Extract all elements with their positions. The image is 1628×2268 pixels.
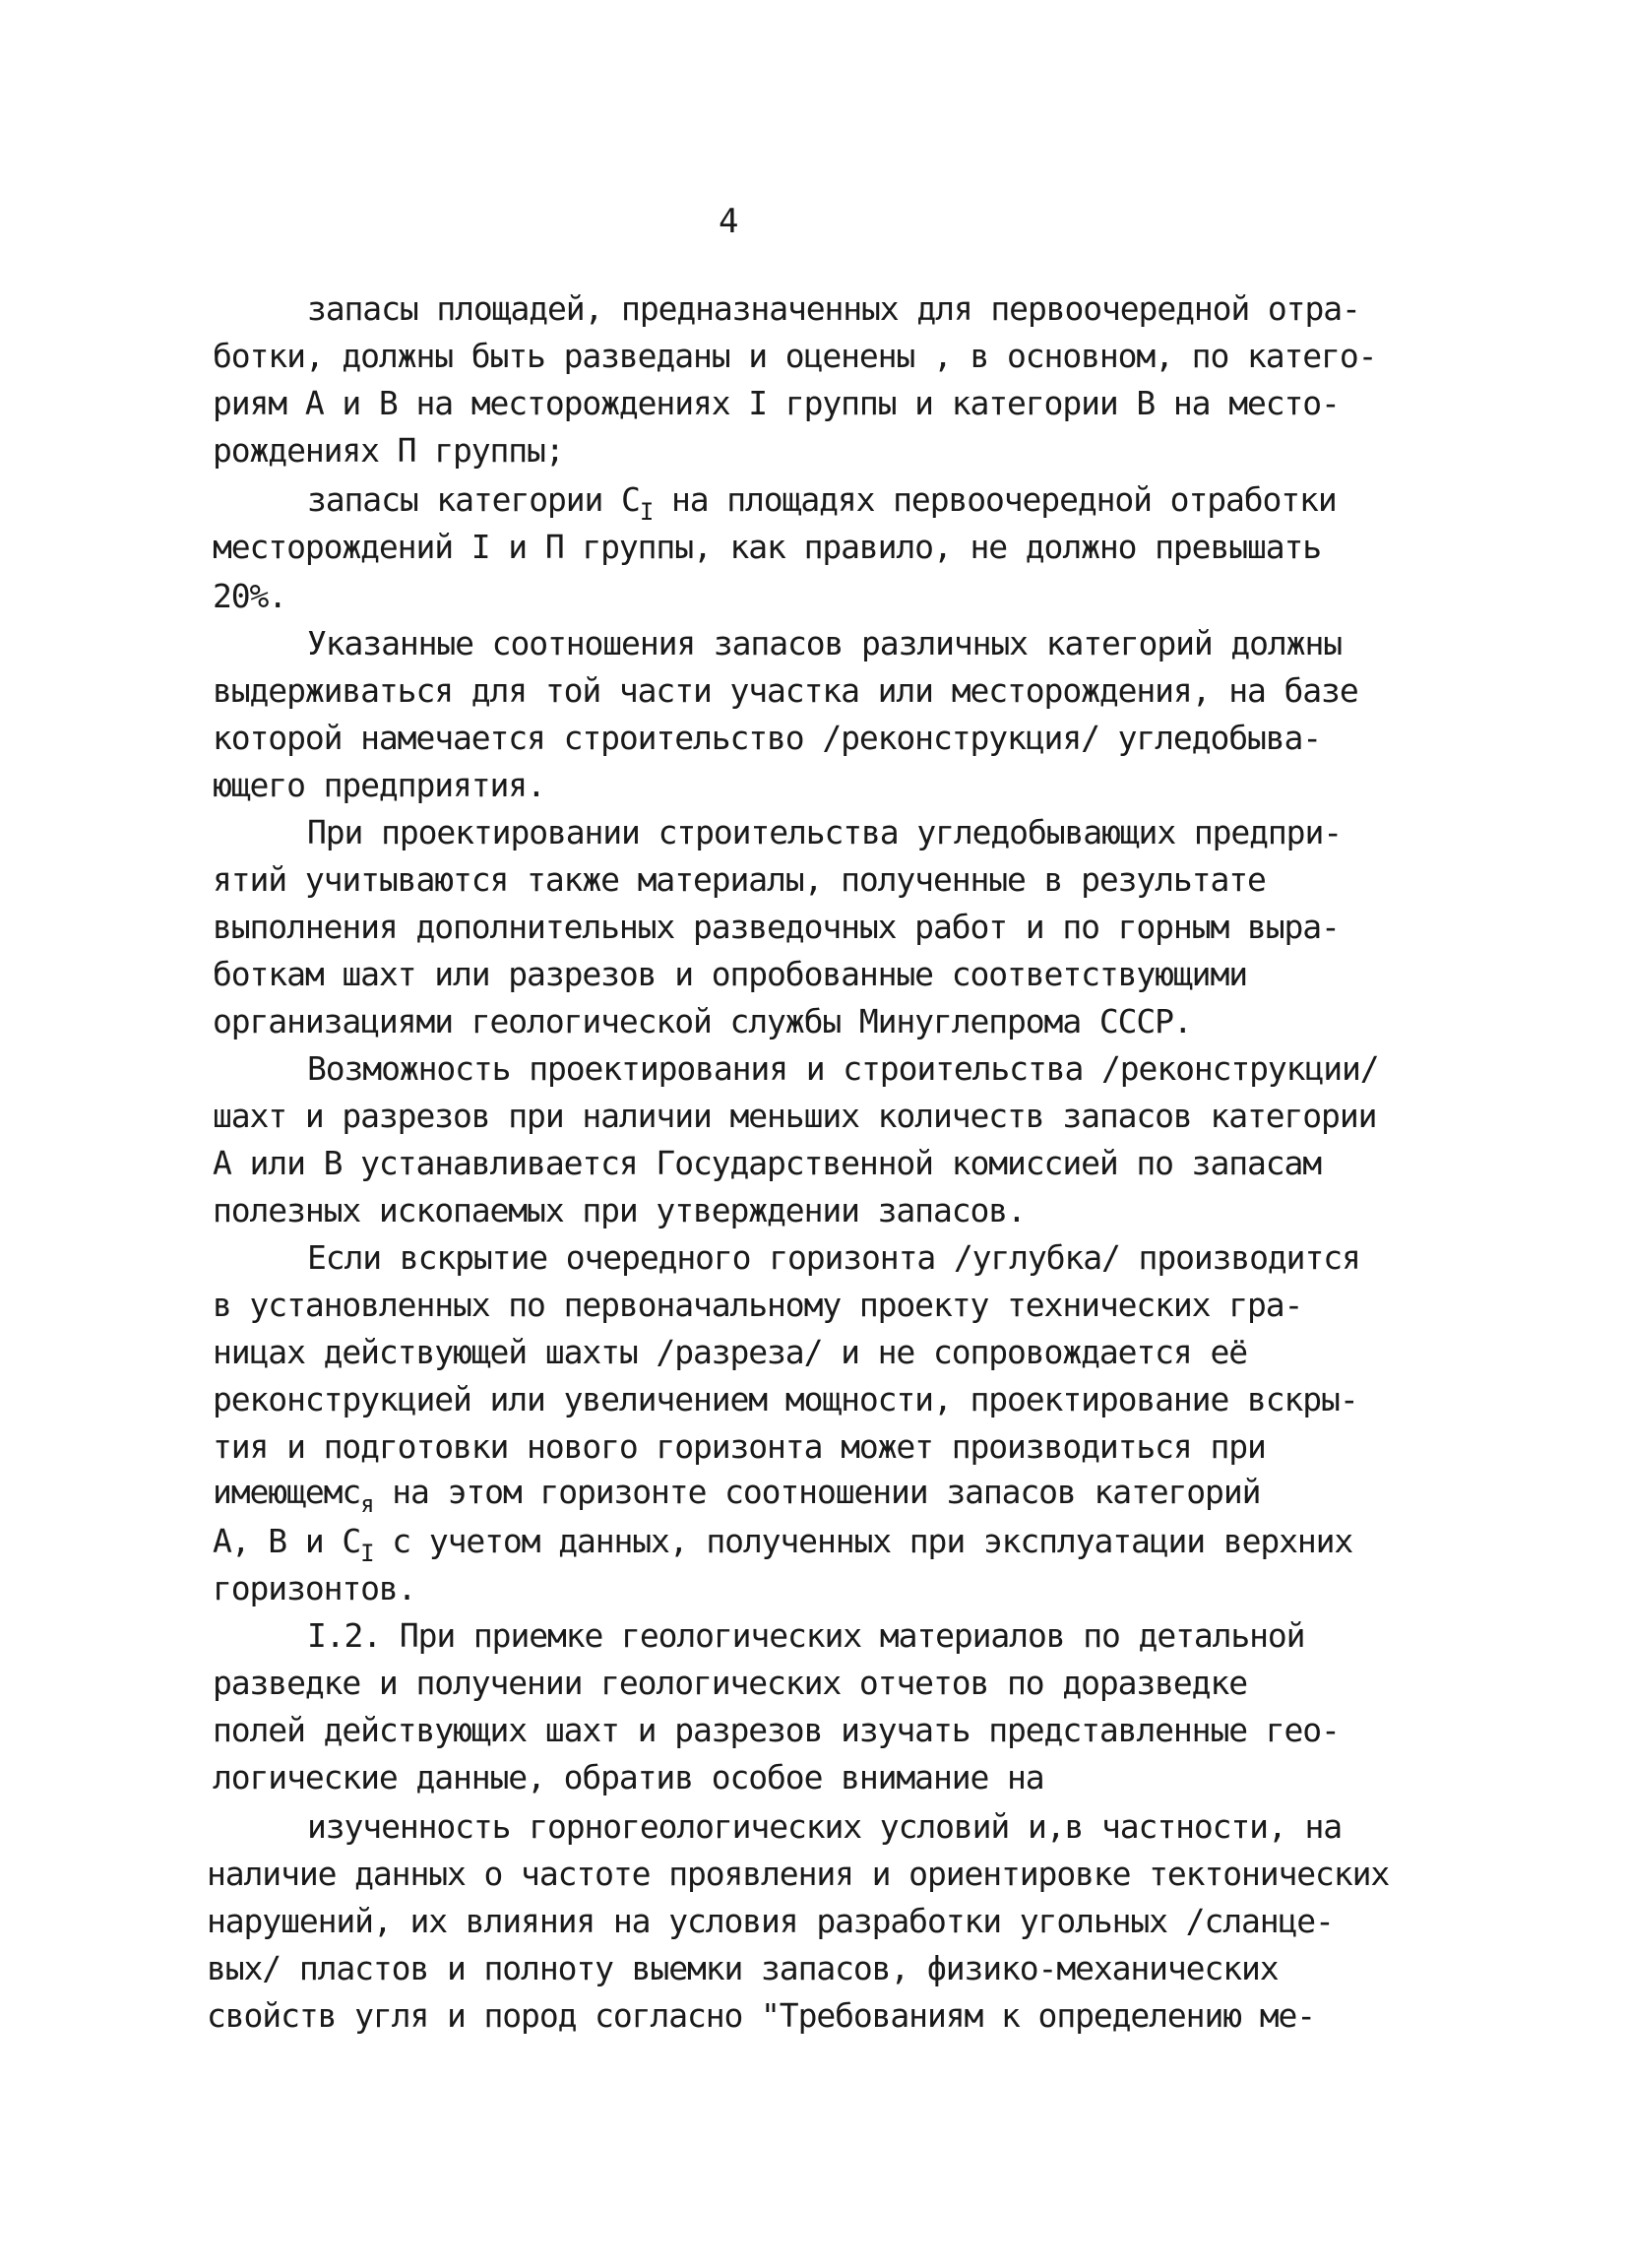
text-line: тия и подготовки нового горизонта может производиться при bbox=[213, 1427, 1266, 1466]
text-line: шахт и разрезов при наличии меньших количеств запасов категории bbox=[213, 1097, 1377, 1135]
text-line: в установленных по первоначальному проекту технических гра- bbox=[213, 1286, 1303, 1324]
text-line: ятий учитываются также материалы, полученные в результате bbox=[213, 860, 1266, 899]
text-line: полей действующих шахт и разрезов изучать представленные гео- bbox=[213, 1711, 1340, 1749]
text-line: боткам шахт или разрезов и опробованные соответствующими bbox=[213, 955, 1247, 993]
subscript: I bbox=[360, 1540, 374, 1567]
text-line: изученность горногеологических условий и,в частности, на bbox=[307, 1807, 1342, 1846]
text-line: вых/ пластов и полноту выемки запасов, физико-механических bbox=[207, 1949, 1279, 1987]
text-line: А или В устанавливается Государственной комиссией по запасам bbox=[213, 1144, 1322, 1182]
text-line: ющего предприятия. bbox=[213, 766, 545, 804]
line-text: на этом горизонте соотношении запасов категорий bbox=[373, 1473, 1261, 1511]
text-line: разведке и получении геологических отчетов по доразведке bbox=[213, 1664, 1247, 1702]
text-line: реконструкцией или увеличением мощности, проектирование вскры- bbox=[213, 1380, 1358, 1418]
text-line: Указанные соотношения запасов различных категорий должны bbox=[307, 624, 1342, 662]
text-line: Если вскрытие очередного горизонта /углубка/ производится bbox=[307, 1238, 1360, 1277]
text-line: запасы площадей, предназначенных для первоочередной отра- bbox=[307, 289, 1360, 328]
text-line: свойств угля и пород согласно "Требованиям к определению ме- bbox=[207, 1996, 1316, 2035]
text-line: горизонтов. bbox=[213, 1569, 416, 1607]
text-line: организациями геологической службы Минуглепрома СССР. bbox=[213, 1002, 1192, 1040]
text-line: риям А и В на месторождениях I группы и категории В на место- bbox=[213, 384, 1340, 422]
line-text: запасы категории С bbox=[307, 480, 640, 519]
text-line: Возможность проектирования и строительства /реконструкции/ bbox=[307, 1049, 1379, 1088]
text-line: наличие данных о частоте проявления и ориентировке тектонических bbox=[207, 1855, 1390, 1893]
text-line: I.2. При приемке геологических материалов по детальной bbox=[307, 1616, 1305, 1655]
text-line: полезных ископаемых при утверждении запасов. bbox=[213, 1191, 1026, 1229]
text-line: 20%. bbox=[213, 577, 287, 615]
line-text: с учетом данных, полученных при эксплуатации верхних bbox=[373, 1522, 1353, 1560]
text-line: выдерживаться для той части участка или месторождения, на базе bbox=[213, 671, 1358, 710]
line-text: имеющемс bbox=[213, 1473, 361, 1511]
text-line: месторождений I и П группы, как правило, не должно превышать bbox=[213, 528, 1322, 566]
text-line bbox=[213, 1473, 1261, 1518]
text-line: которой намечается строительство /реконструкция/ угледобыва- bbox=[213, 719, 1322, 757]
text-line bbox=[213, 1522, 1353, 1567]
text-line: рождениях П группы; bbox=[213, 431, 564, 470]
subscript: I bbox=[639, 498, 654, 526]
text-line: ботки, должны быть разведаны и оценены , в основном, по катего- bbox=[213, 337, 1377, 375]
line-text: на площадях первоочередной отработки bbox=[653, 480, 1337, 519]
subscript: я bbox=[360, 1490, 374, 1518]
page-number: 4 bbox=[719, 202, 739, 241]
text-line: логические данные, обратив особое внимание на bbox=[213, 1758, 1044, 1796]
text-line: При проектировании строительства угледобывающих предпри- bbox=[307, 813, 1342, 851]
line-text: А, В и С bbox=[213, 1522, 361, 1560]
text-line bbox=[307, 480, 1337, 526]
text-line: нарушений, их влияния на условия разработки угольных /сланце- bbox=[207, 1902, 1334, 1940]
text-line: ницах действующей шахты /разреза/ и не сопровождается её bbox=[213, 1333, 1247, 1371]
text-line: выполнения дополнительных разведочных работ и по горным выра- bbox=[213, 908, 1340, 946]
